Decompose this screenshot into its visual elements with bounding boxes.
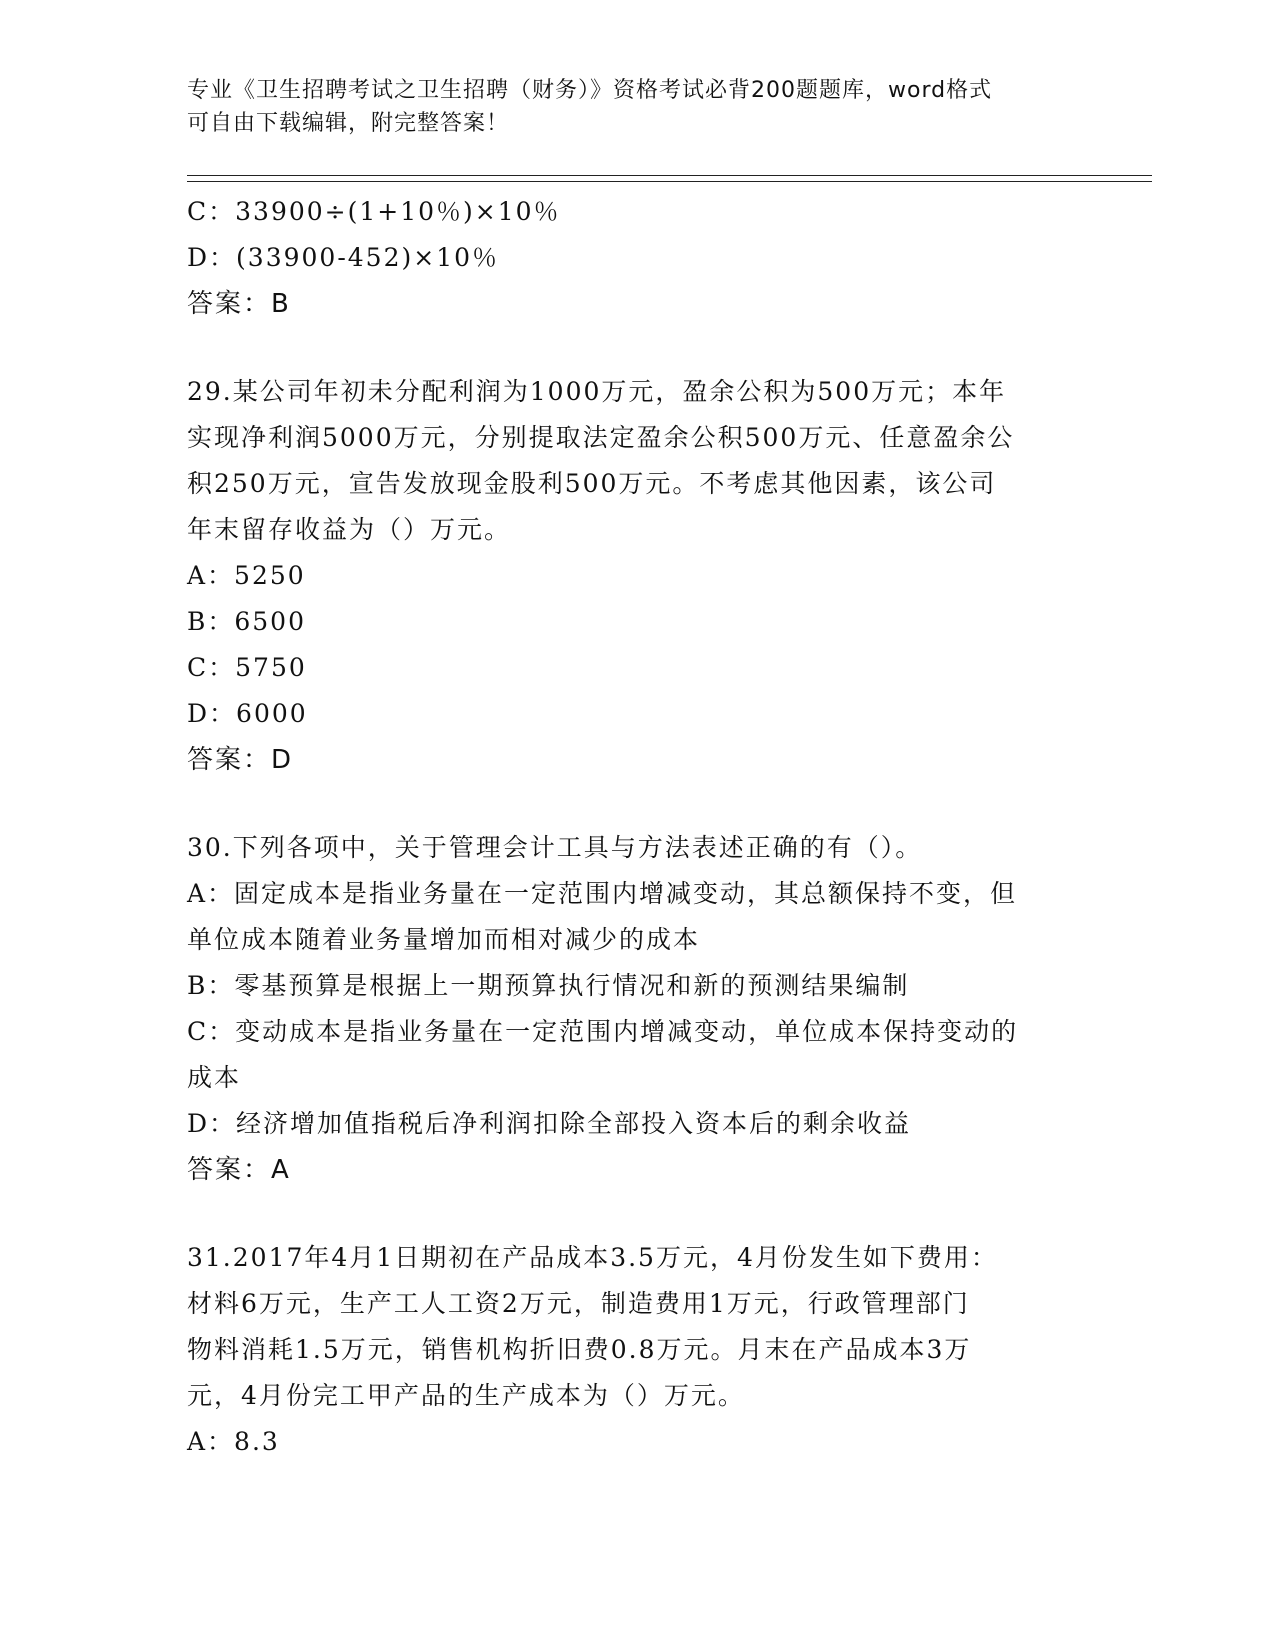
header-line-1: 专业《卫生招聘考试之卫生招聘（财务）》资格考试必背200题题库，word格式 (187, 78, 993, 103)
question-content (187, 189, 1087, 1465)
option-d: D：6000 (187, 699, 308, 728)
question-stem-line: 29.某公司年初未分配利润为1000万元，盈余公积为500万元；本年 (187, 377, 1007, 406)
answer-line: 答案：A (187, 1155, 291, 1185)
option-c-continued: 成本 (187, 1063, 242, 1092)
question-30 (187, 825, 1087, 1193)
header-rule-top (187, 175, 1152, 176)
option-a: A：固定成本是指业务量在一定范围内增减变动，其总额保持不变，但 (187, 879, 1018, 908)
question-31 (187, 1235, 1087, 1465)
option-c: C：5750 (187, 653, 307, 682)
question-28-continued (187, 189, 1087, 327)
question-stem-line: 物料消耗1.5万元，销售机构折旧费0.8万元。月末在产品成本3万 (187, 1335, 972, 1364)
question-stem-line: 材料6万元，生产工人工资2万元，制造费用1万元，行政管理部门 (187, 1289, 970, 1318)
option-d: D：经济增加值指税后净利润扣除全部投入资本后的剩余收益 (187, 1109, 912, 1138)
option-b: B：6500 (187, 607, 306, 636)
question-stem-line: 年末留存收益为（）万元。 (187, 515, 512, 544)
option-b: B：零基预算是根据上一期预算执行情况和新的预测结果编制 (187, 971, 910, 1000)
question-29 (187, 369, 1087, 783)
question-stem-line: 实现净利润5000万元，分别提取法定盈余公积500万元、任意盈余公 (187, 423, 1015, 452)
spacer (187, 1193, 1087, 1235)
question-stem-line: 31.2017年4月1日期初在产品成本3.5万元，4月份发生如下费用： (187, 1243, 998, 1272)
option-a: A：5250 (187, 561, 306, 590)
question-stem-line: 30.下列各项中，关于管理会计工具与方法表述正确的有（）。 (187, 833, 923, 862)
option-a: A：8.3 (187, 1427, 280, 1456)
option-c: C：33900÷(1+10％)×10％ (187, 197, 561, 226)
spacer (187, 783, 1087, 825)
option-a-continued: 单位成本随着业务量增加而相对减少的成本 (187, 925, 701, 954)
spacer (187, 327, 1087, 369)
option-c: C：变动成本是指业务量在一定范围内增减变动，单位成本保持变动的 (187, 1017, 1019, 1046)
option-d: D：(33900-452)×10％ (187, 243, 500, 272)
question-stem-line: 积250万元，宣告发放现金股利500万元。不考虑其他因素，该公司 (187, 469, 997, 498)
header-rule-bottom (187, 181, 1152, 182)
answer-line: 答案：D (187, 745, 294, 775)
question-stem-line: 元，4月份完工甲产品的生产成本为（）万元。 (187, 1381, 745, 1410)
document-header (187, 74, 1067, 140)
header-line-2: 可自由下载编辑，附完整答案！ (187, 111, 510, 136)
answer-line: 答案：B (187, 289, 291, 319)
